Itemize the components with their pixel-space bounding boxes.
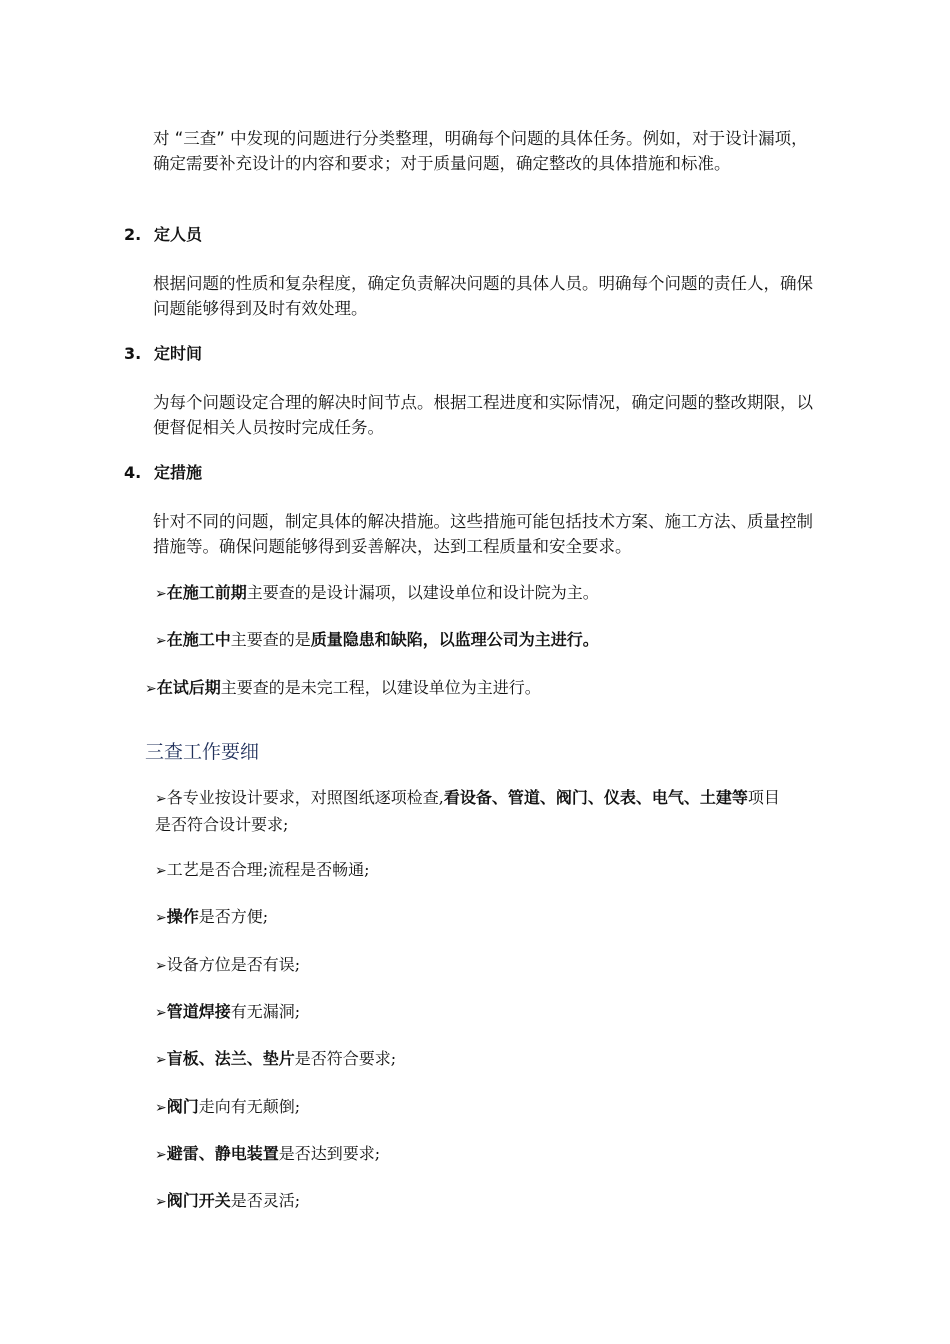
check-emphasis: 操作 (166, 907, 199, 926)
item-label: 定措施 (154, 463, 203, 482)
arrow-bullet-icon: ➢ (155, 910, 167, 926)
check-text: 走向有无颠倒; (198, 1097, 301, 1116)
check-item-valve-direction (155, 1094, 300, 1121)
section-heading: 三查工作要细 (145, 741, 260, 763)
check-text: 是否灵活; (230, 1191, 301, 1210)
check-emphasis: 看设备、管道、阀门、仪表、电气、土建等 (443, 788, 748, 807)
check-item-process (155, 857, 370, 884)
check-text: 各专业按设计要求，对照图纸逐项检查, (166, 788, 444, 807)
check-emphasis: 盲板、法兰、垫片 (166, 1049, 295, 1068)
item-label: 定时间 (154, 344, 203, 363)
check-item-pipe-welding (155, 999, 300, 1026)
arrow-bullet-icon: ➢ (155, 1194, 167, 1210)
arrow-bullet-icon: ➢ (155, 586, 167, 602)
check-emphasis: 避雷、静电装置 (166, 1144, 279, 1163)
check-item-lightning-static (155, 1141, 380, 1168)
numbered-item-assign-people (124, 224, 202, 246)
check-text: 有无漏洞; (230, 1002, 301, 1021)
phase-item-post-trial (145, 675, 541, 702)
paragraph-time: 为每个问题设定合理的解决时间节点。根据工程进度和实际情况，确定问题的整改期限，以便督促相关人员按时完成任务。 (153, 393, 813, 437)
phase-label: 在试后期 (156, 678, 221, 697)
phase-label: 在施工中 (166, 630, 231, 649)
check-text: 项目是否符合设计要求; (155, 788, 780, 834)
phase-text: 主要查的是设计漏项，以建设单位和设计院为主。 (246, 583, 599, 602)
arrow-bullet-icon: ➢ (155, 863, 167, 879)
phase-emphasis: 质量隐患和缺陷，以监理公司为主进行。 (310, 630, 599, 649)
numbered-item-assign-measures (124, 462, 202, 484)
item-number: 3. (124, 344, 142, 363)
numbered-item-assign-time (124, 343, 202, 365)
phase-text: 主要查的是 (230, 630, 311, 649)
check-emphasis: 阀门开关 (166, 1191, 231, 1210)
check-text: 设备方位是否有误; (166, 955, 301, 974)
item-number: 2. (124, 225, 142, 244)
arrow-bullet-icon: ➢ (155, 1147, 167, 1163)
phase-item-pre-construction (155, 580, 599, 607)
check-emphasis: 阀门 (166, 1097, 199, 1116)
arrow-bullet-icon: ➢ (155, 791, 167, 807)
check-text: 是否方便; (198, 907, 269, 926)
check-item-design-compliance (155, 785, 795, 837)
phase-label: 在施工前期 (166, 583, 247, 602)
item-number: 4. (124, 463, 142, 482)
check-text: 是否符合要求; (294, 1049, 397, 1068)
arrow-bullet-icon: ➢ (155, 1100, 167, 1116)
arrow-bullet-icon: ➢ (155, 633, 167, 649)
item-label: 定人员 (154, 225, 203, 244)
check-item-blinds-flanges-gaskets (155, 1046, 396, 1073)
check-text: 是否达到要求; (278, 1144, 381, 1163)
phase-item-during-construction (155, 627, 599, 654)
check-item-valve-switch (155, 1188, 300, 1215)
check-text: 工艺是否合理;流程是否畅通; (166, 860, 370, 879)
paragraph-measures: 针对不同的问题，制定具体的解决措施。这些措施可能包括技术方案、施工方法、质量控制措施等。确保问题能够得到妥善解决，达到工程质量和安全要求。 (153, 512, 813, 556)
arrow-bullet-icon: ➢ (155, 958, 167, 974)
check-emphasis: 管道焊接 (166, 1002, 231, 1021)
arrow-bullet-icon: ➢ (145, 681, 157, 697)
check-item-equipment-orientation (155, 952, 300, 979)
arrow-bullet-icon: ➢ (155, 1005, 167, 1021)
paragraph-people: 根据问题的性质和复杂程度，确定负责解决问题的具体人员。明确每个问题的责任人，确保问题能够得到及时有效处理。 (153, 274, 813, 318)
check-item-operation (155, 904, 268, 931)
paragraph-classify: 对 “三查” 中发现的问题进行分类整理，明确每个问题的具体任务。例如，对于设计漏项，确定需要补充设计的内容和要求；对于质量问题，确定整改的具体措施和标准。 (153, 129, 808, 173)
arrow-bullet-icon: ➢ (155, 1052, 167, 1068)
phase-text: 主要查的是未完工程，以建设单位为主进行。 (220, 678, 541, 697)
